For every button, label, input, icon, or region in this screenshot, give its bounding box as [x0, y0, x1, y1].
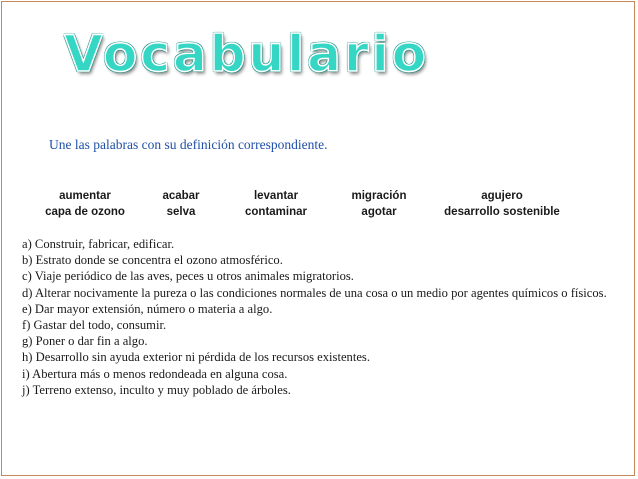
definition-item: f) Gastar del todo, consumir.	[22, 318, 167, 333]
word-item: aumentar	[59, 190, 111, 202]
word-item: levantar	[253, 190, 299, 202]
definition-item: e) Dar mayor extensión, número o materia a algo.	[22, 301, 273, 316]
word-item: contaminar	[245, 206, 307, 218]
word-item: migración	[351, 190, 407, 202]
definition-item: d) Alterar nocivamente la pureza o las condiciones normales de una cosa o un medio por agentes químicos o físicos.	[22, 285, 607, 300]
definition-item: i) Abertura más o menos redondeada en alguna cosa.	[22, 366, 288, 381]
word-item: selva	[166, 206, 196, 218]
instruction-text: Une las palabras con su definición correspondiente.	[49, 137, 328, 152]
word-bank-row-1	[28, 190, 588, 206]
definition-item: c) Viaje periódico de las aves, peces u otros animales migratorios.	[22, 269, 354, 284]
word-bank-row-2	[28, 206, 588, 222]
word-item: capa de ozono	[45, 206, 125, 218]
word-item: desarrollo sostenible	[444, 206, 560, 218]
word-item: agujero	[481, 190, 523, 202]
word-item: acabar	[162, 190, 200, 202]
definition-item: b) Estrato donde se concentra el ozono atmosférico.	[22, 253, 283, 268]
word-item: agotar	[361, 206, 397, 218]
definition-item: h) Desarrollo sin ayuda exterior ni pérdida de los recursos existentes.	[22, 350, 370, 365]
definitions-list	[22, 236, 612, 398]
word-bank	[28, 190, 588, 222]
slide-title: Vocabulario	[64, 25, 430, 83]
definition-item: a) Construir, fabricar, edificar.	[22, 237, 175, 251]
definition-item: j) Terreno extenso, inculto y muy poblado de árboles.	[22, 382, 291, 397]
definition-item: g) Poner o dar fin a algo.	[22, 334, 148, 349]
